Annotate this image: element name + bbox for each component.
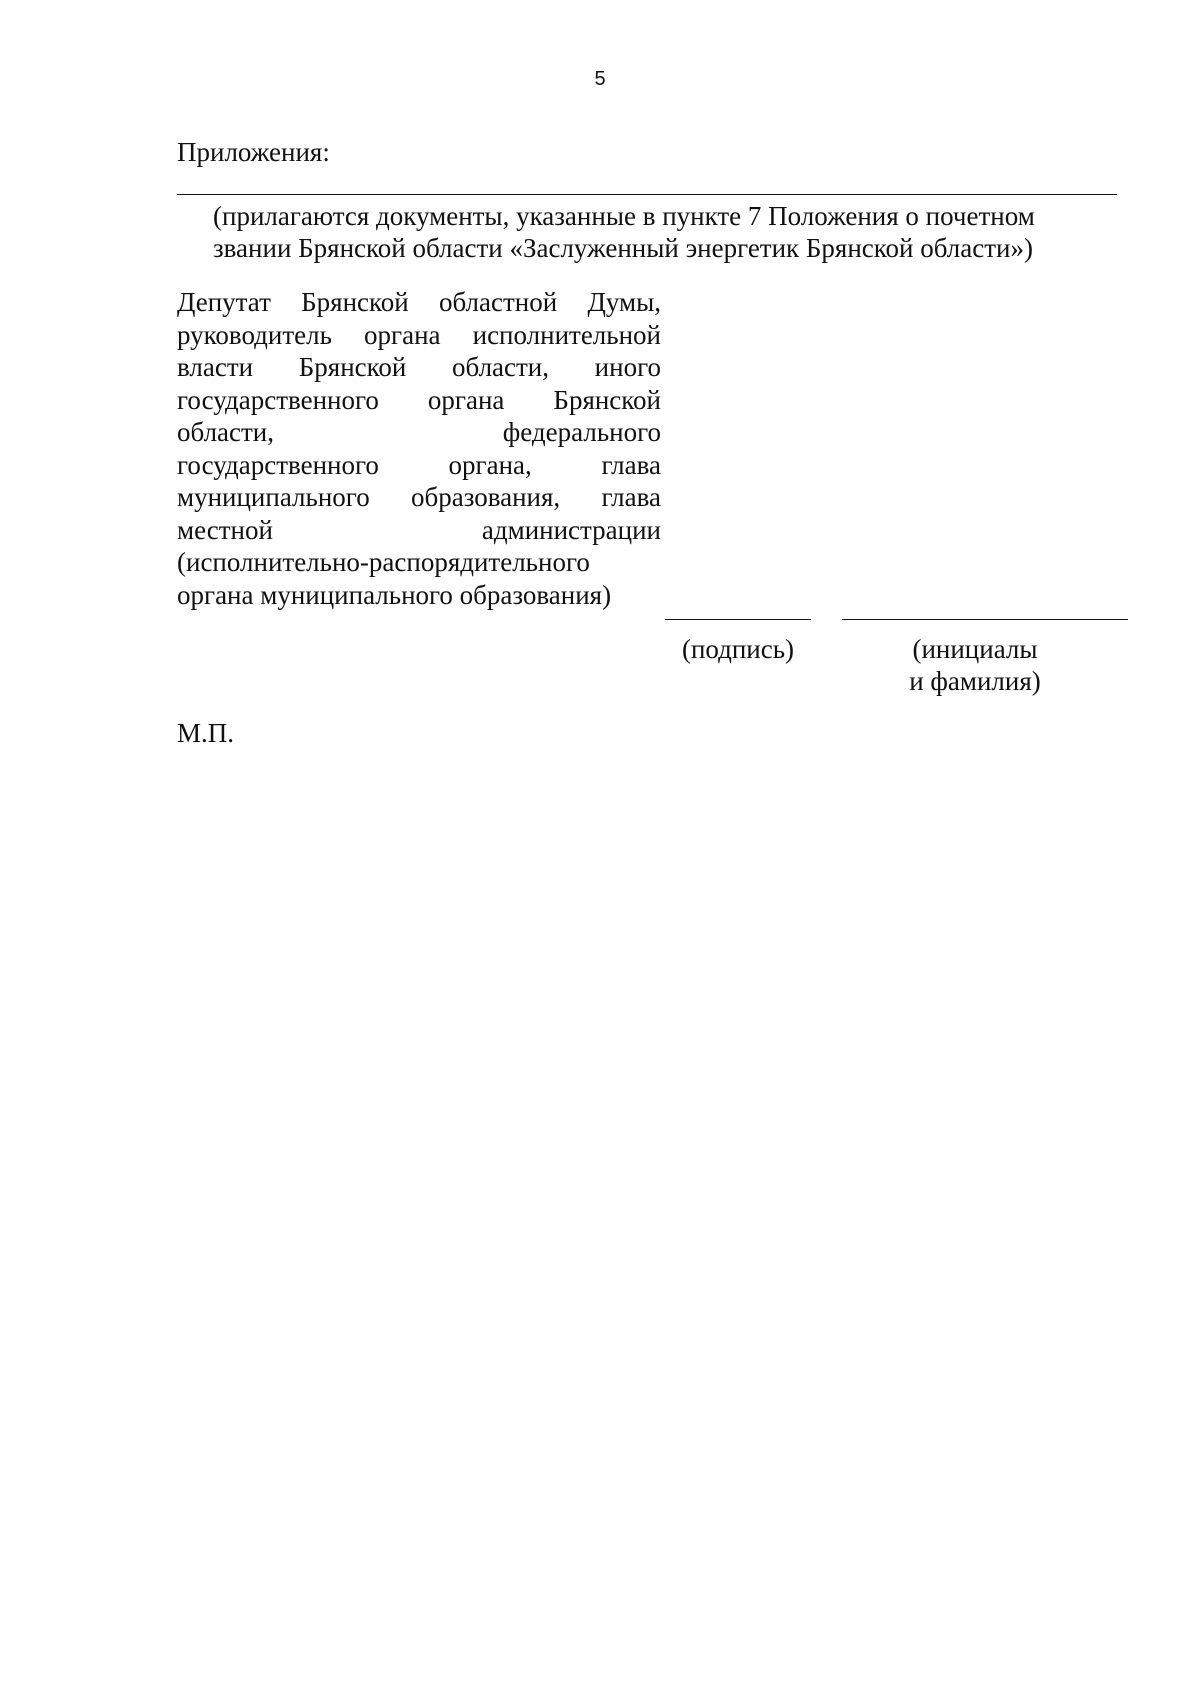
name-caption-line: и фамилия) [909,666,1041,696]
signer-title-line: власти Брянской области, иного [177,352,661,382]
signer-title-line: государственного органа Брянской [177,384,661,415]
signer-title-line: Депутат Брянской областной Думы, [177,287,661,317]
attachments-note-line: (прилагаются документы, указанные в пункте 7 Положения о почетном [213,201,1035,231]
attachments-fill-line [177,194,1117,195]
stamp-label: М.П. [177,718,235,748]
signer-title-line: области, федерального [177,417,661,447]
attachments-note-line: звании Брянской области «Заслуженный энергетик Брянской области») [213,233,1033,263]
signer-title-line: (исполнительно-распорядительного [177,547,590,577]
signature-line [665,619,811,620]
signer-title-line: органа муниципального образования) [177,579,612,610]
name-caption-line: (инициалы [912,634,1038,664]
signer-title [177,286,661,611]
signer-title-line: местной администрации [177,514,661,545]
signer-title-line: муниципального образования, глава [177,482,661,512]
signature-caption: (подпись) [681,634,795,664]
name-line [842,619,1128,620]
signer-title-line: государственного органа, глава [177,449,661,480]
attachments-note [213,200,1113,264]
name-caption [890,633,1060,697]
page-number: 5 [594,68,606,90]
signer-title-line: руководитель органа исполнительной [177,319,661,350]
attachments-label: Приложения: [177,137,330,167]
